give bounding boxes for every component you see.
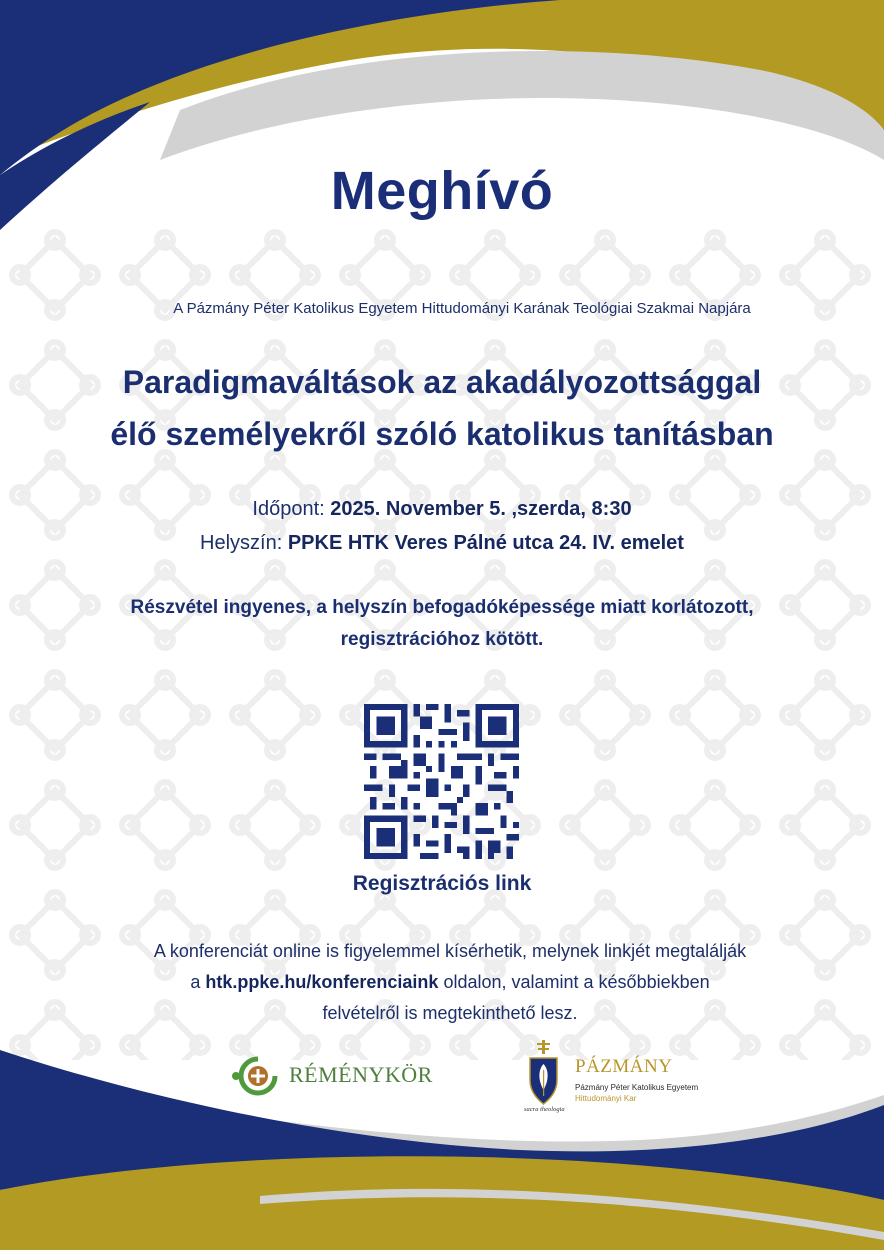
event-subtitle: A Pázmány Péter Katolikus Egyetem Hittudományi Karának Teológiai Szakmai Napjára — [173, 300, 751, 317]
remenykor-logo-text: RÉMÉNYKÖR — [289, 1062, 433, 1087]
pazmany-logo-university: Pázmány Péter Katolikus Egyetem — [575, 1083, 699, 1092]
online-text-before: A konferenciát online is figyelemmel kísérhetik, melynek linkjét megtalálják a — [153, 941, 747, 992]
online-info — [150, 936, 750, 1029]
headline-line-1: Paradigmaváltások az akadályozottsággal — [122, 364, 762, 400]
place-value: PPKE HTK Veres Pálné utca 24. IV. emelet — [287, 532, 684, 554]
pazmany-logo-name: PÁZMÁNY — [575, 1056, 673, 1077]
participation-notice — [0, 592, 884, 656]
time-value: 2025. November 5. ,szerda, 8:30 — [330, 498, 632, 520]
qr-code-icon[interactable] — [364, 704, 519, 859]
time-row — [0, 492, 884, 526]
online-link[interactable]: htk.ppke.hu/konferenciaink — [205, 972, 439, 992]
place-row — [0, 526, 884, 560]
time-label: Időpont: — [252, 498, 325, 520]
notice-line-2: regisztrációhoz kötött. — [340, 629, 544, 650]
event-details — [0, 492, 884, 560]
notice-line-1: Részvétel ingyenes, a helyszín befogadóképessége miatt korlátozott, — [130, 597, 754, 618]
pazmany-logo-motto: sacra theologia — [524, 1106, 565, 1113]
headline-line-2: élő személyekről szóló katolikus tanításban — [110, 416, 774, 452]
pazmany-logo-faculty: Hittudományi Kar — [575, 1094, 637, 1103]
registration-link-label[interactable]: Regisztrációs link — [352, 872, 532, 895]
online-text-after: oldalon, valamint a későbbiekben felvételről is megtekinthető lesz. — [322, 972, 710, 1023]
place-label: Helyszín: — [200, 532, 283, 554]
page-title: Meghívó — [330, 161, 554, 221]
event-headline — [0, 356, 884, 460]
